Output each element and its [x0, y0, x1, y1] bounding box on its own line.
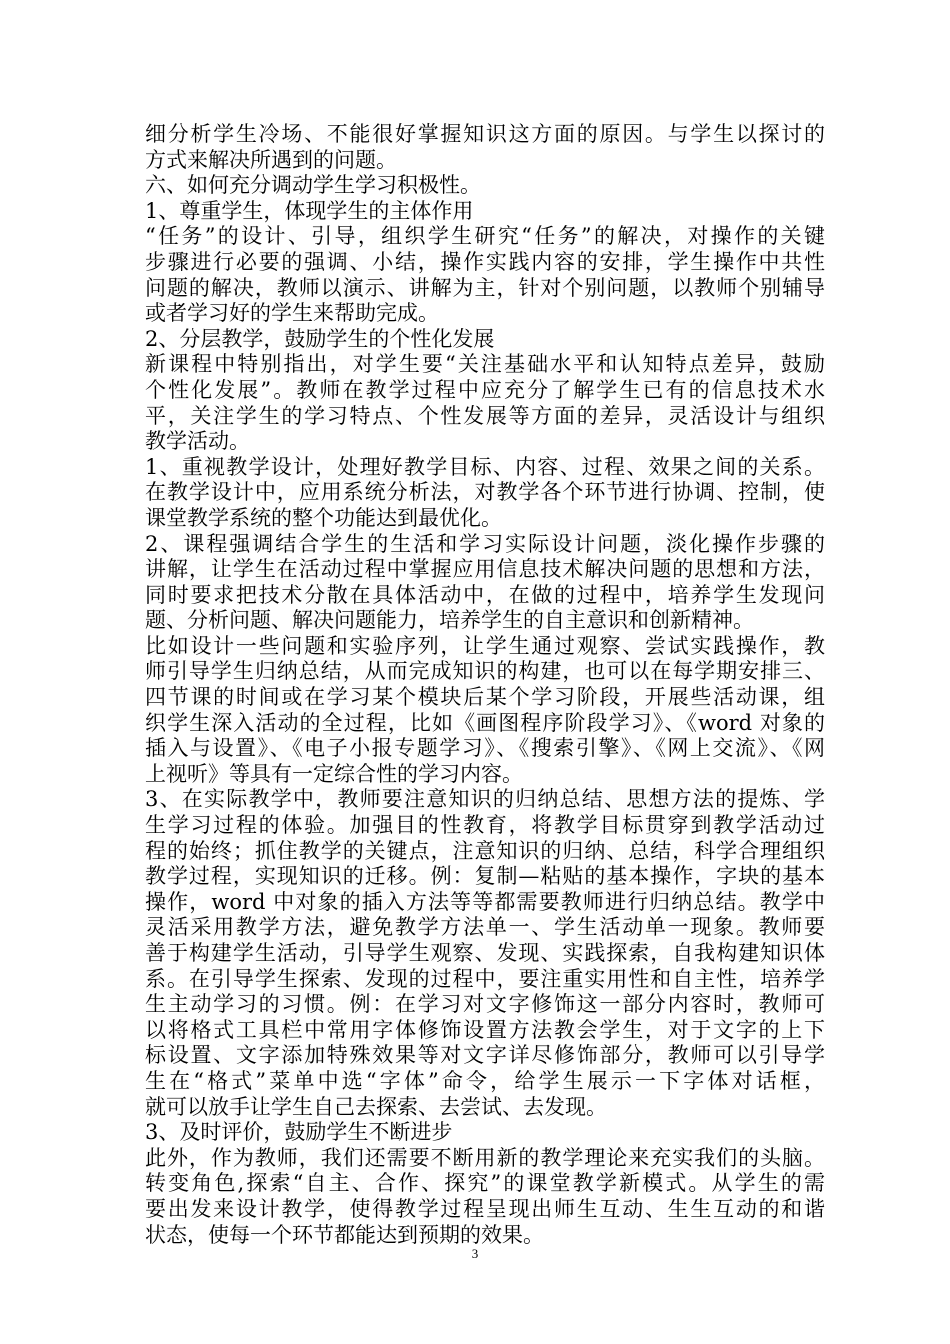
text-line: 细分析学生冷场、不能很好掌握知识这方面的原因。与学生以探讨的	[145, 122, 825, 146]
text-line: 标设置、文字添加特殊效果等对文字详尽修饰部分，教师可以引导学	[145, 1043, 825, 1068]
text-line: 插入与设置》、《电子小报专题学习》、《搜索引擎》、《网上交流》、《网	[145, 736, 825, 761]
text-line: 讲解，让学生在活动过程中掌握应用信息技术解决问题的思想和方法，	[145, 557, 825, 582]
text-line: 灵活采用教学方法，避免教学方法单一、学生活动单一现象。教师要	[145, 915, 825, 940]
text-line: 以将格式工具栏中常用字体修饰设置方法教会学生，对于文字的上下	[145, 1017, 825, 1042]
text-line: 题、分析问题、解决问题能力，培养学生的自主意识和创新精神。	[145, 608, 754, 633]
text-line: 或者学习好的学生来帮助完成。	[145, 301, 439, 326]
text-line: 系。在引导学生探索、发现的过程中，要注重实用性和自主性，培养学	[145, 966, 825, 991]
text-line: 生在“格式”菜单中选“字体”命令，给学生展示一下字体对话框，	[145, 1068, 825, 1093]
text-line: 教学活动。	[145, 429, 250, 454]
text-line: 3、在实际教学中，教师要注意知识的归纳总结、思想方法的提炼、学	[145, 787, 825, 812]
text-line: 步骤进行必要的强调、小结，操作实践内容的安排，学生操作中共性	[145, 249, 825, 274]
text-line: 教学过程，实现知识的迁移。例：复制—粘贴的基本操作，字块的基本	[145, 864, 825, 889]
text-line: 平，关注学生的学习特点、个性发展等方面的差异，灵活设计与组织	[145, 403, 825, 428]
text-line: 转变角色,探索“自主、合作、探究”的课堂教学新模式。从学生的需	[145, 1171, 825, 1196]
text-line: 在教学设计中，应用系统分析法，对教学各个环节进行协调、控制，使	[145, 480, 825, 505]
page-number: 3	[471, 1246, 479, 1261]
text-line: 六、如何充分调动学生学习积极性。	[145, 173, 481, 198]
text-line: 状态，使每一个环节都能达到预期的效果。	[145, 1222, 544, 1247]
text-line: 师引导学生归纳总结，从而完成知识的构建，也可以在每学期安排三、	[145, 659, 825, 684]
text-line: 操作，word 中对象的插入方法等等都需要教师进行归纳总结。教学中	[145, 889, 825, 914]
text-line: 程的始终；抓住教学的关键点，注意知识的归纳、总结，科学合理组织	[145, 838, 825, 863]
text-line: 生学习过程的体验。加强目的性教育，将教学目标贯穿到教学活动过	[145, 813, 825, 838]
text-line: 就可以放手让学生自己去探索、去尝试、去发现。	[145, 1094, 607, 1119]
document-body	[145, 122, 825, 1248]
text-line: 3、及时评价，鼓励学生不断进步	[145, 1120, 453, 1145]
text-line: 课堂教学系统的整个功能达到最优化。	[145, 505, 502, 530]
text-line: 问题的解决，教师以演示、讲解为主，针对个别问题，以教师个别辅导	[145, 275, 825, 300]
text-line: 织学生深入活动的全过程，比如《画图程序阶段学习》、《word 对象的	[145, 710, 825, 735]
text-line: 1、尊重学生，体现学生的主体作用	[145, 198, 474, 223]
text-line: 此外，作为教师，我们还需要不断用新的教学理论来充实我们的头脑。	[145, 1145, 825, 1170]
text-line: 2、课程强调结合学生的生活和学习实际设计问题，淡化操作步骤的	[145, 531, 825, 556]
text-line: 方式来解决所遇到的问题。	[145, 147, 397, 172]
text-line: 2、分层教学，鼓励学生的个性化发展	[145, 326, 495, 351]
text-line: 上视听》等具有一定综合性的学习内容。	[145, 761, 523, 786]
text-line: 同时要求把技术分散在具体活动中，在做的过程中，培养学生发现问	[145, 582, 825, 607]
text-line: 要出发来设计教学，使得教学过程呈现出师生互动、生生互动的和谐	[145, 1196, 825, 1221]
text-line: 比如设计一些问题和实验序列，让学生通过观察、尝试实践操作，教	[145, 633, 825, 658]
text-line: 个性化发展”。教师在教学过程中应充分了解学生已有的信息技术水	[145, 377, 825, 402]
text-line: 四节课的时间或在学习某个模块后某个学习阶段，开展些活动课，组	[145, 685, 825, 710]
text-line: 1、重视教学设计，处理好教学目标、内容、过程、效果之间的关系。	[145, 454, 825, 479]
text-line: 新课程中特别指出，对学生要“关注基础水平和认知特点差异，鼓励	[145, 352, 825, 377]
text-line: 善于构建学生活动，引导学生观察、发现、实践探索，自我构建知识体	[145, 941, 825, 965]
text-line: “任务”的设计、引导，组织学生研究“任务”的解决，对操作的关键	[145, 224, 825, 249]
text-line: 生主动学习的习惯。例：在学习对文字修饰这一部分内容时，教师可	[145, 992, 825, 1017]
